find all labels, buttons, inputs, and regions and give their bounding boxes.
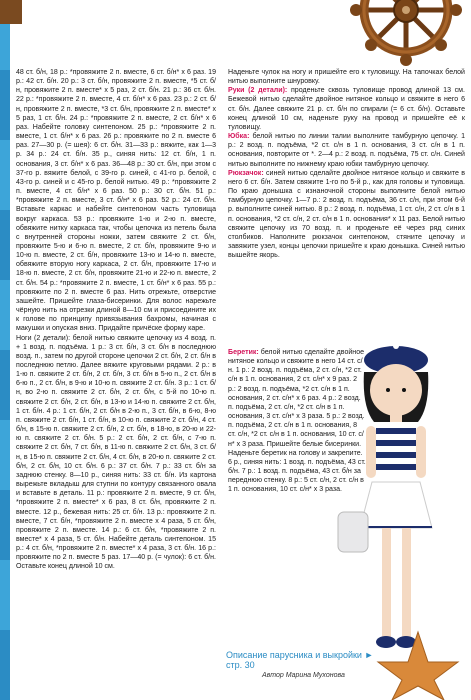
author-credit: Автор Марина Мухонова [262, 672, 345, 679]
beret-header: Беретик: [228, 349, 259, 356]
arms-header: Руки (2 детали): [228, 87, 288, 95]
instructions-right-column [228, 68, 465, 348]
crochet-doll-photo [318, 332, 471, 700]
skirt-text: белой нитью по линии талии выполните тамбурную цепочку. 1 р.: 2 возд. п. подъёма, *2 ст. с/н в 1 п. основания, 3 ст. с/н в 1 п. основания, повторите от *. 2—4 р.: 2 возд. п. подъёма, 75 ст. с/н. Синей нитью выполните по нижнему краю юбки тамбурную цепочку. [228, 133, 465, 168]
arms-text: проденьте сквозь туловище провод длиной 13 см. Бежевой нитью сделайте двойное нитяное кольцо и свяжите в него 6 ст. б/н. Далее свяжите 21 р. ст. б/н по спирали (= 6 ст. б/н). Оставьте конец длиной 10 см, наденьте руку на провод и пришейте её к туловищу. [228, 87, 465, 131]
skirt-header: Юбка: [228, 133, 250, 141]
instructions-left-column [16, 68, 216, 683]
pattern-link-text[interactable]: Описание парусника и выкройки [226, 650, 362, 660]
beret-extra-text: 6 р., синяя нить: 1 возд. п. подъёма, 43 ст. б/н. 7 р.: 1 возд. п. подъёма, 43 ст. б/н за переднюю стенку. 8 р.: 5 ст. с/н, 2 ст. с/н в 1 п. основания, 10 ст. с/н* х 3 раза. [228, 458, 366, 494]
backpack-text: синей нитью сделайте двойное нитяное кольцо и свяжите в него 6 ст. б/н. Затем свяжите 1-го по 5-й р., как для головы и туловища. По краю донышка с изнаночной стороны выполните белой нитью тамбурную цепочку. 1—7 р.: 2 возд. п. подъёма, 36 ст. с/н, при этом 6-й р. выполните синей нитью. 8 р.: 2 возд. п. подъёма, 1 ст. с/н, 2 ст. с/н в 1 п. основания, *2 ст. с/н, 2 ст. с/н в 1 п. основания* х 11 раз. Белой нитью свяжите цепочку из 70 возд. п. и проденьте её через ряд синих столбиков. Наполните рюкзачок синтепоном, стяните цепочку и завяжите узел, концы цепочки пришейте к краю донышка. Синей нитью вышейте якорь. [228, 169, 465, 260]
ship-wheel-illustration [336, 0, 471, 70]
beret-text: белой нитью сделайте двойное нитяное кольцо и свяжите в него 14 ст. с/н. 1 р.: 2 возд. п. подъёма, 2 ст. с/н, *2 ст. с/н в 1 п. основания, 2 ст. с/н* х 9 раз. 2 р.: 2 возд. п. подъёма, *2 ст. с/н в 1 п. основания, 2 ст. с/н* х 6 раз. 4 р.: 2 возд. п. подъёма, 2 ст. с/н, *2 ст. с/н в 1 п. основания, 3 ст. с/н* х 3 раза. 5 р.: 2 возд. п. подъёма, 2 ст. с/н в 1 п. основания, 8 ст. с/н, *2 ст. с/н в 1 п. основания, 10 ст. с/н* х 3 раза. Пришейте белые бисеринки. Наденьте беретик на голову и закрепите. [228, 349, 365, 457]
backpack-header: Рюкзачок: [228, 169, 264, 177]
arrow-right-icon: ► [364, 650, 374, 660]
page-reference[interactable]: стр. 30 [226, 660, 255, 670]
page-edge-strip [0, 0, 10, 700]
intro-text: Наденьте чулок на ногу и пришейте его к туловищу. На тапочках белой нитью выполните шнуровку. [228, 69, 465, 86]
instructions-head-body: 48 ст. б/н, 18 р.: *провяжите 2 п. вместе, 6 ст. б/н* х 6 раз. 19 р.: 42 ст. б/н. 20 р.: 3 ст. б/н, провяжите 2 п. вместе, *5 ст. б/н, провяжите 2 п. вместе* х 5 раз, 2 ст. б/н. 21 р.: 36 ст. б/н. 22 р.: *провяжите 2 п. вместе, 4 ст. б/н* х 6 раз. 23 р.: 2 ст. б/н, провяжите 2 п. вместе, *3 ст. б/н, провяжите 2 п. вместе* х 5 раз, 1 ст. б/н. 24 р.: *провяжите 2 п. вместе, 2 ст. б/н* х 6 раз. Набейте головку синтепоном. 25 р.: *провяжите 2 п. вместе, 1 ст. б/н* х 6 раз. 26 р.: провяжите по 2 п. вместе 6 раз. 27—30 р. (= шея): 6 ст. б/н. 31—33 р.: вяжите, как 1—3 р. 34 р.: 24 ст. б/н. 35 р., синяя нить: 12 ст. б/н, 1 п. основания, 3 ст. б/н* х 6 раз. 36—48 р.: 30 ст. б/н, при этом с 37-го р. вяжите белой, с 39-го р. синей, с 41-го р. белой, с 43-го р. синей и с 45-го р. белой нитью. 49 р.: *провяжите 2 п. вместе, 4 ст. б/н* х 6 раз. 50 р.: 30 ст. б/н. 51 р.: *провяжите 2 п. вместе, 3 ст. б/н* х 6 раз. 52 р.: 24 ст. б/н. Вставьте каркас и набейте синтепоном часть туловища вокруг каркаса. 53 р.: провяжите 1-ю и 2-ю п. вместе, обвяжите нитку каркаса так, чтобы цепочка из петель была с внутренней стороны ножки, затем свяжите 2 ст. б/н, провяжите 5-ю и 6-ю п. вместе, 2 ст. б/н, провяжите 9-ю и 10-ю п. вместе, 2 ст. б/н, провяжите 13-ю и 14-ю п. вместе, обвяжите вторую ногу каркаса, 2 ст. б/н, провяжите 17-ю и 18-ю п. вместе, 2 ст. б/н, провяжите 21-ю и 22-ю п. вместе, 2 ст. б/н. 54 р.: *провяжите 2 п. вместе, 1 ст. б/н* х 6 раз. 55 р.: провяжите по 2 п. вместе 6 раз. Нить отрежьте, отверстие зашейте. Пришейте глаза-бисеринки. Для волос нарежьте чёрную нить на отрезки длиной 8—10 см и присоедините их к голове по принципу привязывания бахромы, начиная с макушки и опуская вниз. Придайте причёске форму каре. [16, 69, 216, 333]
pattern-reference-link[interactable] [226, 650, 386, 670]
instructions-legs: Ноги (2 детали): белой нитью свяжите цепочку из 4 возд. п. + 1 возд. п. подъёма. 1 р.: 3 ст. б/н, 3 ст. б/н в последнюю возд. п., затем по другой стороне цепочки 2 ст. б/н, 2 ст. б/н в последнюю петлю. Далее вяжите круговыми рядами. 2 р.: в 1-ю п. свяжите 2 ст. б/н, 2 ст. б/н, 3 ст. б/н в 5-ю п., 2 ст. б/н в 6-ю п., 2 ст. б/н, в 9-ю и 10-ю п. свяжите 2 ст. б/н. 3 р.: 1 ст. б/н, во 2-ю п. свяжите 2 ст. б/н, 2 ст. б/н, с 5-й по 10-ю п. свяжите 2 ст. б/н, 2 ст. б/н, в 13-ю и 14-ю п. свяжите 2 ст. б/н, 1 ст. б/н. 4 р.: 1 ст. б/н, 2 ст. б/н в 2-ю п., 3 ст. б/н, в 6-ю, 8-ю п. свяжите 2 ст. б/н, 1 ст. б/н, в 10-ю п. свяжите 2 ст. б/н, 4 ст. б/н, в 15-ю п. свяжите 2 ст. б/н, 2 ст. б/н, в 18-ю, в 20-ю и 22-ю п. свяжите 2 ст. б/н. 5 р.: 2 ст. б/н, 2 ст. б/н, с 7-ю п. свяжите 2 ст. б/н, 7 ст. б/н, в 11-ю п. свяжите 2 ст. б/н, 3 ст. б/н, в 15-ю п. свяжите 2 ст. б/н, 4 ст. б/н, в 20-ю п. свяжите 2 ст. б/н, 2 ст. б/н, 10 ст. б/н. 6 р.: 37 ст. б/н. 7 р.: 33 ст. б/н за заднюю стенку. 8—10 р., синяя нить: 33 ст. б/н. Из картона вырежьте вкладыш для ступни по контуру связанного овала и вставьте в деталь. 11 р.: провяжите 2 п. вместе, 9 ст. б/н, *провяжите 2 п. вместе* х 6 раз, 8 ст. б/н, провяжите 2 п. вместе. 12 р., бежевая нить: 25 ст. б/н. 13 р.: провяжите 2 п. вместе, 7 ст. б/н, *провяжите 2 п. вместе х 4 раза, 5 ст. б/н, провяжите 2 п. вместе. 14 р.: 6 ст. б/н, *провяжите 2 п. вместе* х 4 раза, 5 ст. б/н. Набейте деталь синтепоном. 15 р.: 4 ст. б/н, *провяжите 2 п. вместе* х 4 раза, 3 ст. б/н. 16 р.: провяжите по 2 п. вместе 5 раз. 17—40 р. (= чулок): 6 ст. б/н. Оставьте конец длиной 10 см. [16, 334, 216, 571]
wood-corner-decoration [0, 0, 22, 24]
